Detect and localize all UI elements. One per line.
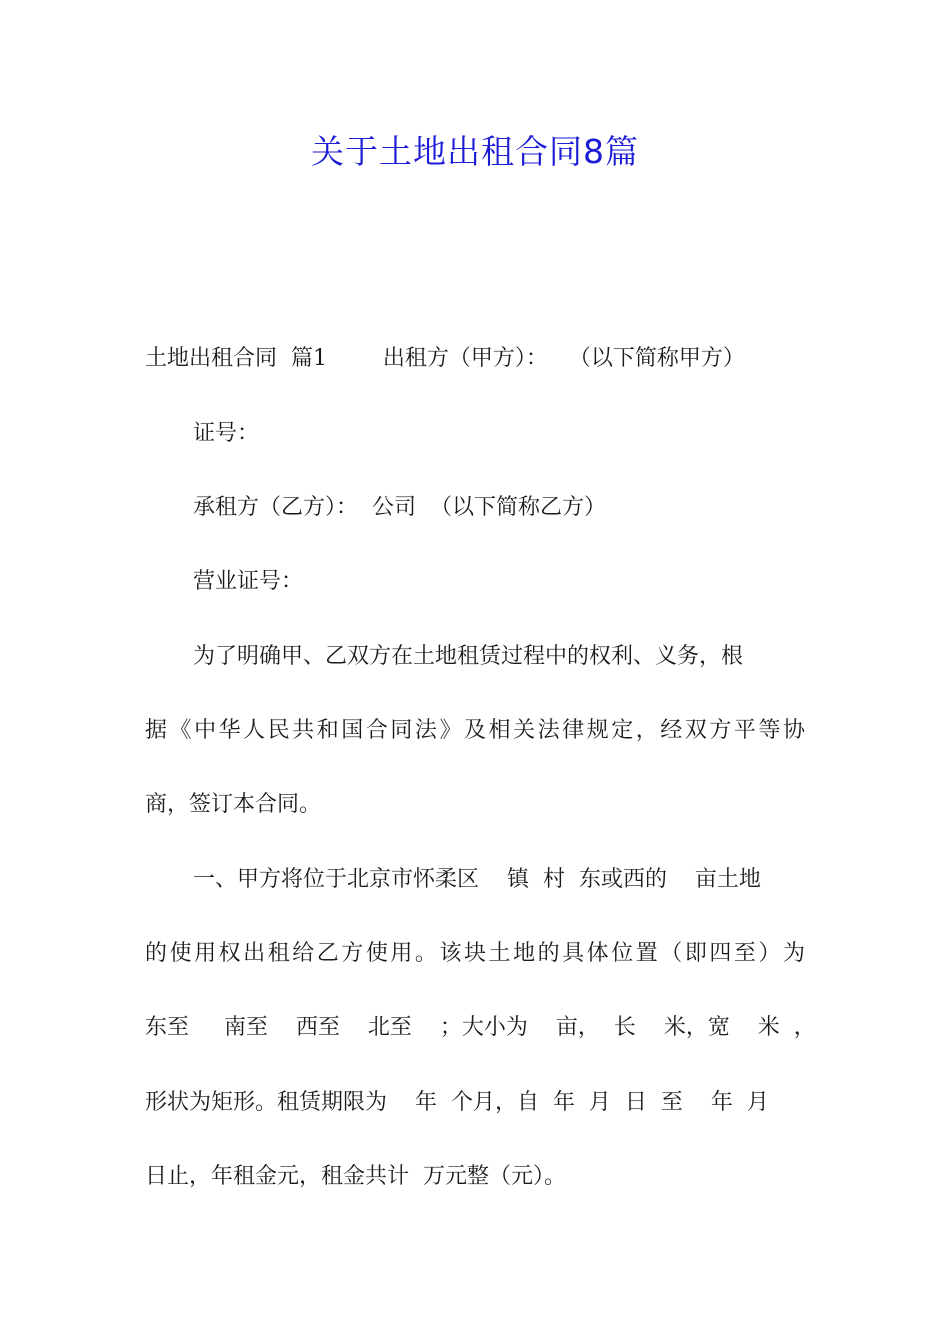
text-line-paragraph: 为了明确甲、乙双方在土地租赁过程中的权利、义务，根 <box>193 644 744 669</box>
text-line-clause-1: 一、甲方将位于北京市怀柔区 镇 村 东或西的 亩土地 <box>193 867 761 892</box>
text-line-clause-1: 日止，年租金元，租金共计 万元整（元）。 <box>145 1164 566 1189</box>
text-line-clause-1: 的使用权出租给乙方使用。该块土地的具体位置（即四至）为 <box>145 941 805 966</box>
text-line-cert-number: 证号： <box>193 421 260 446</box>
text-line-header: 土地出租合同 篇1 出租方（甲方）： （以下简称甲方） <box>145 346 745 371</box>
document-title: 关于土地出租合同8篇 <box>311 132 639 171</box>
text-line-paragraph: 据《中华人民共和国合同法》及相关法律规定，经双方平等协 <box>145 718 805 743</box>
text-line-clause-1: 形状为矩形。租赁期限为 年 个月，自 年 月 日 至 年 月 <box>145 1090 769 1115</box>
text-line-clause-1: 东至 南至 西至 北至 ；大小为 亩， 长 米，宽 米 ， <box>145 1015 816 1040</box>
text-line-business-license: 营业证号： <box>193 569 304 594</box>
text-line-paragraph: 商，签订本合同。 <box>145 792 322 817</box>
text-line-lessee: 承租方（乙方）： 公司 （以下简称乙方） <box>193 495 606 520</box>
